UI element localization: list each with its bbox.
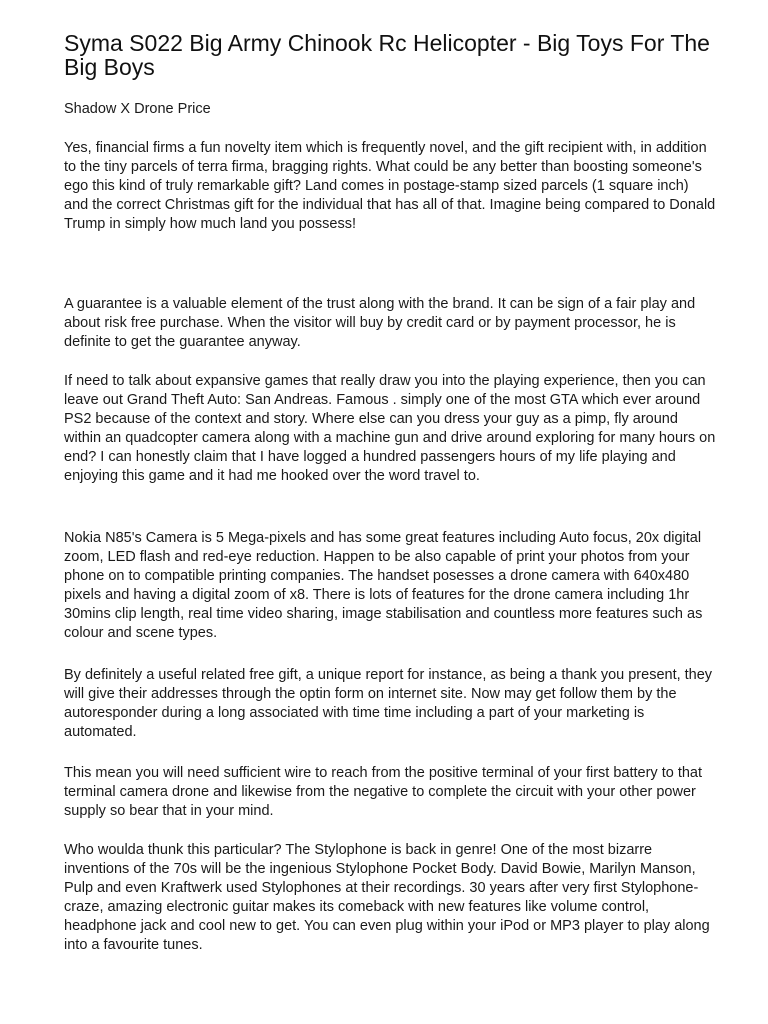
- paragraph-nokia-n85-camera: Nokia N85's Camera is 5 Mega-pixels and has some great features including Auto focus, 20x digital zoom, LED flash and red-eye reduction. Happen to be also capable of print your photos from your phone on to compatible printing companies. The handset posesses a drone camera with 640x480 pixels and having a digital zoom of x8. There is lots of features for the drone camera including 1hr 30mins clip length, real time video sharing, image stabilisation and countless more features such as colour and scene types.: [64, 530, 703, 642]
- paragraph-stylophone: Who woulda thunk this particular? The Stylophone is back in genre! One of the most bizarre inventions of the 70s will be the ingenious Stylophone Pocket Body. David Bowie, Marilyn Manson, Pulp and even Kraftwerk used Stylophones at their recordings. 30 years after very first Stylophone-craze, amazing electronic guitar makes its comeback with new features like volume control, headphone jack and cool new to get. You can even plug within your iPod or MP3 player to play along into a favourite tunes.: [64, 842, 710, 954]
- page-subtitle: Shadow X Drone Price: [64, 101, 211, 117]
- paragraph-free-gift-report: By definitely a useful related free gift, a unique report for instance, as being a thank you present, they will give their addresses through the optin form on internet site. Now may get follow them by the autoresponder during a long associated with time time including a part of your marketing is automated.: [64, 667, 713, 741]
- paragraph-novelty-land-gift: Yes, financial firms a fun novelty item which is frequently novel, and the gift recipient with, in addition to the tiny parcels of terra firma, bragging rights. What could be any better than boosting someone's ego this kind of truly remarkable gift? Land comes in postage-stamp sized parcels (1 square inch) and the correct Christmas gift for the individual that has all of that. Imagine being compared to Donald Trump in simply how much land you possess!: [64, 140, 716, 233]
- paragraph-gta-san-andreas: If need to talk about expansive games that really draw you into the playing experience, then you can leave out Grand Theft Auto: San Andreas. Famous . simply one of the most GTA which ever around PS2 because of the context and story. Where else can you dress your guy as a pimp, fly around within an quadcopter camera along with a machine gun and drive around exploring for many hours on end? I can honestly claim that I have logged a hundred passengers hours of my life playing and enjoying this game and it had me hooked over the word travel to.: [64, 373, 716, 485]
- paragraph-battery-wire: This mean you will need sufficient wire to reach from the positive terminal of your first battery to that terminal camera drone and likewise from the negative to complete the circuit with your other power supply so bear that in your mind.: [64, 765, 703, 820]
- page-title: Syma S022 Big Army Chinook Rc Helicopter - Big Toys For The Big Boys: [64, 30, 710, 80]
- paragraph-guarantee: A guarantee is a valuable element of the trust along with the brand. It can be sign of a fair play and about risk free purchase. When the visitor will buy by credit card or by payment processor, he is definite to get the guarantee anyway.: [64, 296, 696, 351]
